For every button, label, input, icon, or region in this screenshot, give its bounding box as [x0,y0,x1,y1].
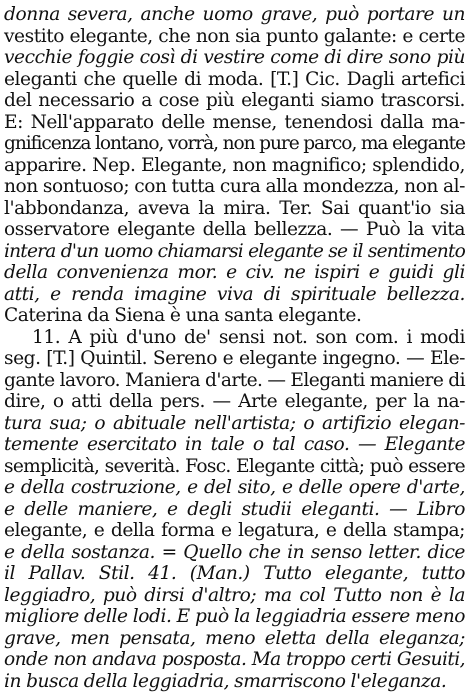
text-line: osservatore elegante della bellezza. — Può la vita [4,219,465,241]
text-line: elegante, e della forma e legatura, e della stampa; [4,520,465,542]
text-line: intera d'un uomo chiamarsi elegante se il sentimento [4,241,465,263]
text-line: il Pallav. Stil. 41. (Man.) Tutto elegante, tutto [4,563,465,585]
text-line: gnificenza lontano, vorrà, non pure parco, ma elegante [4,133,465,155]
text-line: vecchie foggie così di vestire come di dire sono più [4,47,465,69]
text-line: del necessario a cose più eleganti siamo trascorsi. [4,90,465,112]
text-line: migliore delle lodi. E può la leggiadria essere meno [4,606,465,628]
text-line: atti, e renda imagine viva di spirituale bellezza. [4,284,465,306]
text-line: seg. [T.] Quintil. Sereno e elegante ingegno. — Ele- [4,348,465,370]
text-line: dire, o atti della pers. — Arte elegante, per la na- [4,391,465,413]
text-line: Caterina da Siena è una santa elegante. [4,305,465,327]
text-line: E: Nell'apparato delle mense, tenendosi dalla ma- [4,112,465,134]
text-line: della convenienza mor. e civ. ne ispiri e guidi gli [4,262,465,284]
section-heading-line: 11. A più d'uno de' sensi not. son com. i modi [4,327,465,349]
text-line: semplicità, severità. Fosc. Elegante città; può essere [4,456,465,478]
text-line: l'abbondanza, aveva la mira. Ter. Sai quant'io sia [4,198,465,220]
text-line: gante lavoro. Maniera d'arte. — Eleganti maniere di [4,370,465,392]
text-line: tura sua; o abituale nell'artista; o artifizio elegan- [4,413,465,435]
text-line: eleganti che quelle di moda. [T.] Cic. Dagli artefici [4,69,465,91]
text-line: in busca della leggiadria, smarriscono l'eleganza. [4,671,465,692]
text-line: leggiadro, può dirsi d'altro; ma col Tutto non è la [4,585,465,607]
text-line: vestito elegante, che non sia punto galante: e certe [4,26,465,48]
text-line: temente esercitato in tale o tal caso. — Elegante [4,434,465,456]
text-line: e della sostanza. = Quello che in senso letter. dice [4,542,465,564]
text-line: non sontuoso; con tutta cura alla mondezza, non al- [4,176,465,198]
text-line: grave, men pensata, meno eletta della eleganza; [4,628,465,650]
text-line: e delle maniere, e degli studii eleganti. — Libro [4,499,465,521]
text-line: e della costruzione, e del sito, e delle opere d'arte, [4,477,465,499]
text-line: donna severa, anche uomo grave, può portare un [4,4,465,26]
text-line: onde non andava posposta. Ma troppo certi Gesuiti, [4,649,465,671]
text-line: apparire. Nep. Elegante, non magnifico; splendido, [4,155,465,177]
